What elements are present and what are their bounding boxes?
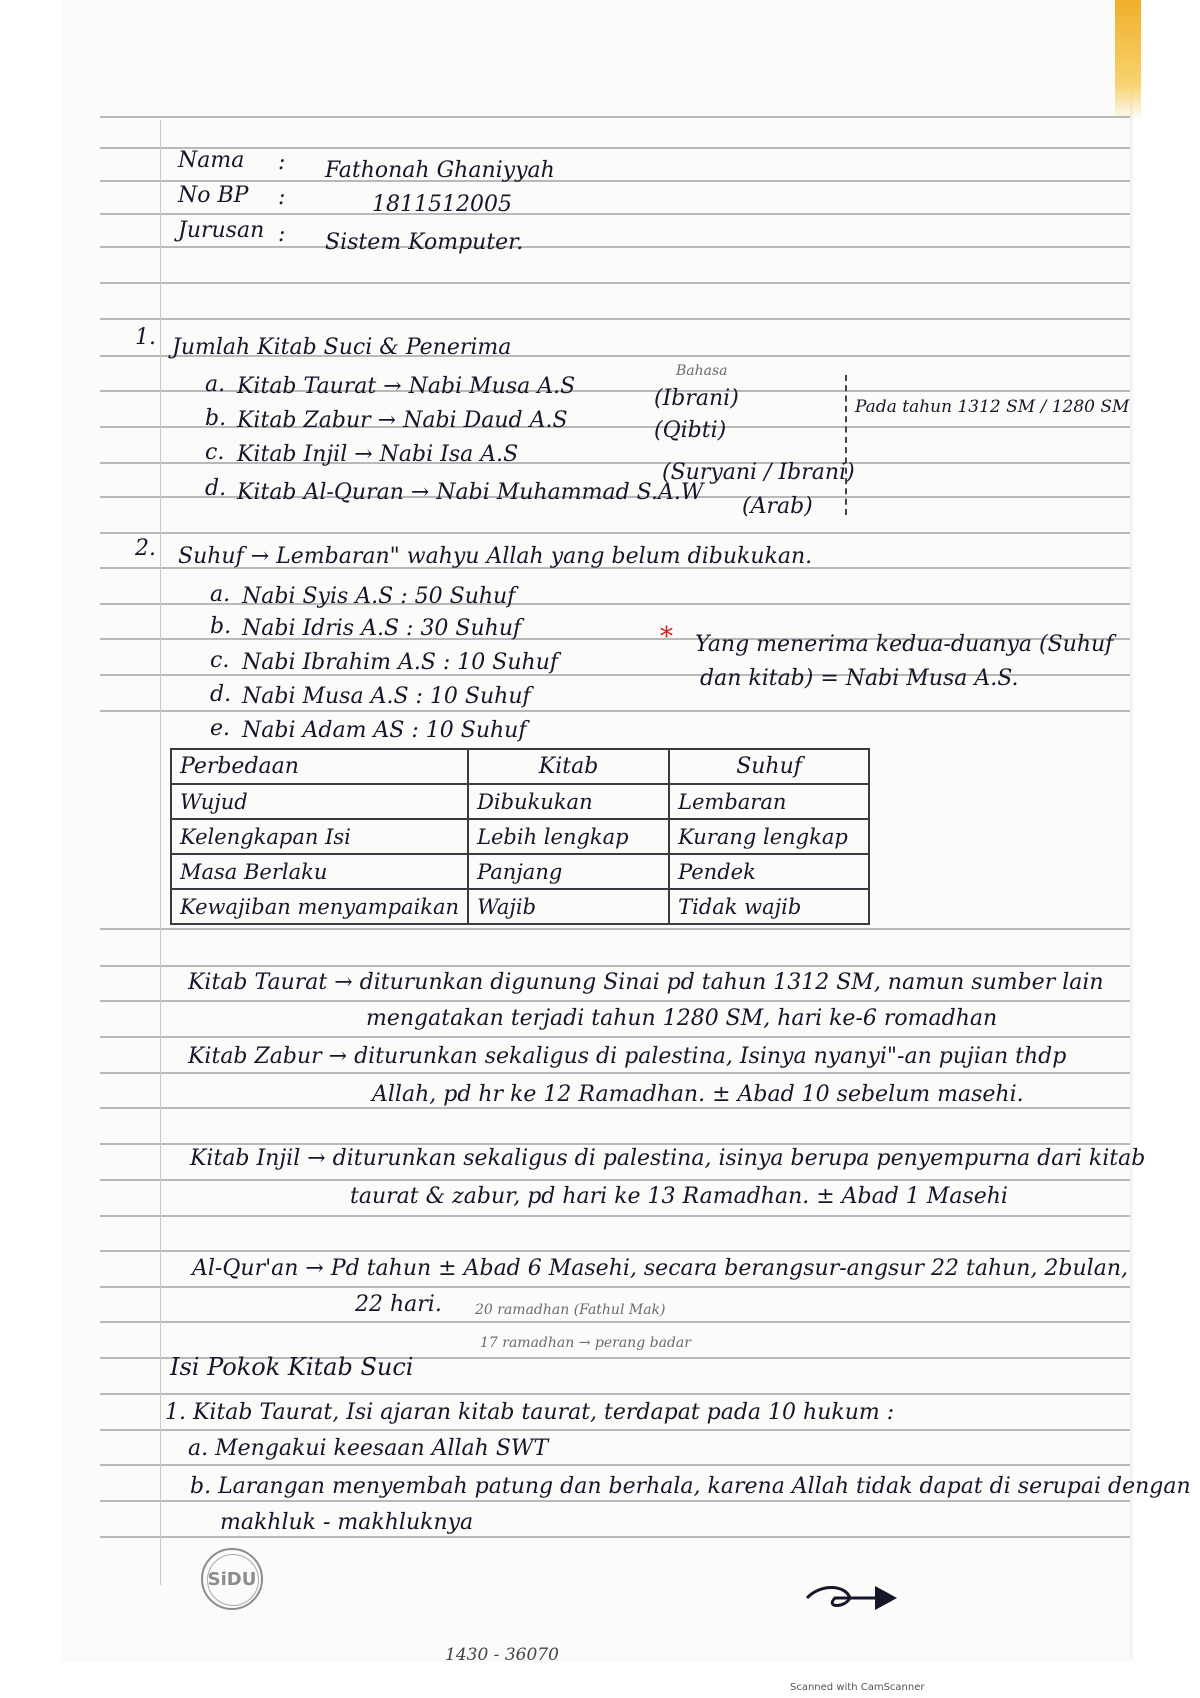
q1-item-text: Kitab Taurat → Nabi Musa A.S bbox=[237, 374, 576, 399]
q2-note-line1: Yang menerima kedua-duanya (Suhuf bbox=[695, 632, 1114, 657]
q2-item-text: Nabi Syis A.S : 50 Suhuf bbox=[242, 584, 516, 609]
nama-label: Nama bbox=[178, 148, 245, 173]
table-header-row bbox=[171, 749, 869, 784]
quran-note1: 20 ramadhan (Fathul Mak) bbox=[475, 1302, 666, 1318]
table-header: Suhuf bbox=[669, 749, 869, 784]
ruled-line bbox=[100, 282, 1130, 284]
q2-item-marker: e. bbox=[210, 716, 231, 741]
table-cell: Dibukukan bbox=[468, 784, 669, 819]
isi-pokok-item1-b2: makhluk - makhluknya bbox=[220, 1510, 474, 1535]
ruled-line bbox=[100, 1000, 1130, 1002]
table-row bbox=[171, 819, 869, 854]
q2-item-text: Nabi Adam AS : 10 Suhuf bbox=[242, 718, 527, 743]
ruled-line bbox=[100, 1464, 1130, 1466]
table-cell: Kewajiban menyampaikan bbox=[171, 889, 468, 924]
injil-line2: taurat & zabur, pd hari ke 13 Ramadhan. ± Abad 1 Masehi bbox=[350, 1184, 1008, 1209]
ruled-line bbox=[100, 1179, 1130, 1181]
q2-item-marker: b. bbox=[210, 614, 232, 639]
ruled-line bbox=[100, 213, 1130, 215]
ruled-line bbox=[100, 1215, 1130, 1217]
logo-ring bbox=[207, 1554, 259, 1606]
table-cell: Wajib bbox=[468, 889, 669, 924]
table-cell: Masa Berlaku bbox=[171, 854, 468, 889]
jurusan-value: Sistem Komputer. bbox=[325, 230, 524, 255]
q1-item-text: Kitab Zabur → Nabi Daud A.S bbox=[237, 408, 568, 433]
isi-pokok-title: Isi Pokok Kitab Suci bbox=[170, 1353, 414, 1381]
nama-sep: : bbox=[278, 150, 286, 175]
q1-item-lang: (Arab) bbox=[742, 494, 813, 519]
isi-pokok-item1-a: a. Mengakui keesaan Allah SWT bbox=[188, 1436, 549, 1461]
star-icon: * bbox=[660, 622, 673, 652]
table-cell: Pendek bbox=[669, 854, 869, 889]
table-cell: Kelengkapan Isi bbox=[171, 819, 468, 854]
comparison-table bbox=[170, 748, 870, 925]
nama-value: Fathonah Ghaniyyah bbox=[325, 158, 555, 183]
q1-item-lang: (Ibrani) bbox=[654, 386, 739, 411]
q1-item-marker: b. bbox=[205, 406, 227, 431]
sidu-logo bbox=[201, 1548, 263, 1610]
table-cell: Wujud bbox=[171, 784, 468, 819]
table-header: Kitab bbox=[468, 749, 669, 784]
jurusan-sep: : bbox=[278, 222, 286, 247]
ruled-line bbox=[100, 1072, 1130, 1074]
q1-item-marker: d. bbox=[205, 476, 227, 501]
table-header: Perbedaan bbox=[171, 749, 468, 784]
q1-item-marker: a. bbox=[205, 372, 226, 397]
ruled-line bbox=[100, 1393, 1130, 1395]
quran-line2: 22 hari. bbox=[355, 1292, 442, 1317]
ruled-line bbox=[100, 965, 1130, 967]
q2-note-line2: dan kitab) = Nabi Musa A.S. bbox=[700, 666, 1019, 691]
ruled-line bbox=[100, 710, 1130, 712]
zabur-line1: Kitab Zabur → diturunkan sekaligus di palestina, Isinya nyanyi"-an pujian thdp bbox=[188, 1044, 1067, 1069]
q1-item-text: Kitab Al-Quran → Nabi Muhammad S.A.W bbox=[237, 480, 704, 505]
table-row bbox=[171, 889, 869, 924]
scanner-watermark: Scanned with CamScanner bbox=[790, 1682, 925, 1693]
q2-item-text: Nabi Musa A.S : 10 Suhuf bbox=[242, 684, 531, 709]
isi-pokok-item1: 1. Kitab Taurat, Isi ajaran kitab taurat, terdapat pada 10 hukum : bbox=[165, 1400, 895, 1425]
ruled-line bbox=[100, 180, 1130, 182]
q1-title: Jumlah Kitab Suci & Penerima bbox=[172, 335, 512, 360]
q2-item-text: Nabi Idris A.S : 30 Suhuf bbox=[242, 616, 522, 641]
q2-item-marker: d. bbox=[210, 682, 232, 707]
table-cell: Kurang lengkap bbox=[669, 819, 869, 854]
q1-item-lang: (Suryani / Ibrani) bbox=[662, 460, 855, 485]
q1-item-lang: (Qibti) bbox=[654, 418, 727, 443]
logo-text: SiDU bbox=[207, 1568, 257, 1590]
q2-item-marker: c. bbox=[210, 648, 230, 673]
q1-item-text: Kitab Injil → Nabi Isa A.S bbox=[237, 442, 519, 467]
table-cell: Panjang bbox=[468, 854, 669, 889]
quran-note2: 17 ramadhan → perang badar bbox=[480, 1335, 691, 1351]
q1-side-bar bbox=[845, 375, 847, 515]
table-cell: Lembaran bbox=[669, 784, 869, 819]
page-edge-strip bbox=[1115, 0, 1141, 120]
ruled-line bbox=[100, 1143, 1130, 1145]
page-bottom-text: 1430 - 36070 bbox=[445, 1645, 559, 1665]
continue-arrow-icon bbox=[805, 1578, 905, 1618]
q1-bahasa-label: Bahasa bbox=[676, 363, 728, 379]
bp-value: 1811512005 bbox=[372, 192, 512, 217]
ruled-line bbox=[100, 318, 1130, 320]
bp-label: No BP bbox=[178, 183, 249, 208]
ruled-line bbox=[100, 928, 1130, 930]
table-cell: Tidak wajib bbox=[669, 889, 869, 924]
taurat-line1: Kitab Taurat → diturunkan digunung Sinai pd tahun 1312 SM, namun sumber lain bbox=[188, 970, 1104, 995]
zabur-line2: Allah, pd hr ke 12 Ramadhan. ± Abad 10 sebelum masehi. bbox=[372, 1082, 1024, 1107]
table-cell: Lebih lengkap bbox=[468, 819, 669, 854]
ruled-line bbox=[100, 116, 1130, 118]
ruled-line bbox=[100, 147, 1130, 149]
q2-item-marker: a. bbox=[210, 582, 231, 607]
q2-number: 2. bbox=[135, 536, 156, 561]
ruled-line bbox=[100, 1500, 1130, 1502]
quran-line1: Al-Qur'an → Pd tahun ± Abad 6 Masehi, secara berangsur-angsur 22 tahun, 2bulan, bbox=[192, 1256, 1128, 1281]
table-row bbox=[171, 784, 869, 819]
ruled-line bbox=[100, 1536, 1130, 1538]
bp-sep: : bbox=[278, 185, 286, 210]
ruled-line bbox=[100, 246, 1130, 248]
ruled-line bbox=[100, 1286, 1130, 1288]
ruled-line bbox=[100, 532, 1130, 534]
q2-title: Suhuf → Lembaran" wahyu Allah yang belum dibukukan. bbox=[178, 544, 813, 569]
q1-side-note: Pada tahun 1312 SM / 1280 SM bbox=[855, 397, 1130, 417]
q2-item-text: Nabi Ibrahim A.S : 10 Suhuf bbox=[242, 650, 559, 675]
ruled-line bbox=[100, 1429, 1130, 1431]
ruled-line bbox=[100, 1250, 1130, 1252]
taurat-line2: mengatakan terjadi tahun 1280 SM, hari ke-6 romadhan bbox=[366, 1006, 998, 1031]
jurusan-label: Jurusan bbox=[178, 218, 265, 243]
injil-line1: Kitab Injil → diturunkan sekaligus di palestina, isinya berupa penyempurna dari kitab bbox=[190, 1146, 1146, 1171]
ruled-line bbox=[100, 1036, 1130, 1038]
table-row bbox=[171, 854, 869, 889]
margin-line bbox=[160, 120, 161, 1585]
q1-item-marker: c. bbox=[205, 440, 225, 465]
q1-number: 1. bbox=[135, 325, 156, 350]
isi-pokok-item1-b: b. Larangan menyembah patung dan berhala, karena Allah tidak dapat di serupai dengan bbox=[190, 1474, 1191, 1499]
